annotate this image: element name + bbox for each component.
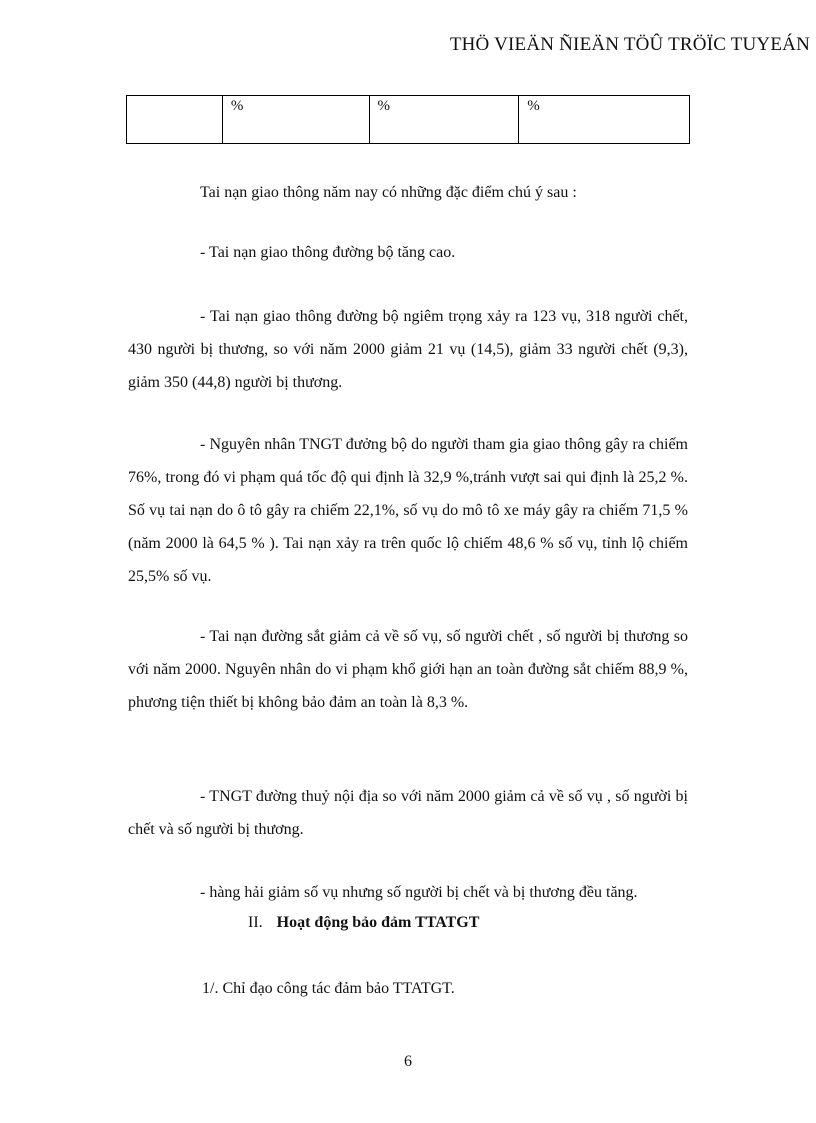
page-number: 6 (404, 1053, 412, 1070)
table-cell (127, 96, 223, 144)
page-header: THÖ VIEÄN ÑIEÄN TÖÛ TRÖÏC TUYEÁN (449, 34, 810, 55)
subsection-heading: 1/. Chỉ đạo công tác đảm bảo TTATGT. (202, 980, 455, 997)
paragraph: - Tai nạn giao thông đường bộ tăng cao. (200, 244, 456, 261)
paragraph: - Tai nạn giao thông đường bộ ngiêm trọng xảy ra 123 vụ, 318 người chết, 430 người bị thương, so với năm 2000 giảm 21 vụ (14,5), giảm 33 người chết (9,3), giảm 350 (44,8) người bị thương. (128, 308, 688, 391)
percent-table (126, 95, 690, 144)
paragraph: Tai nạn giao thông năm nay có những đặc điểm chú ý sau : (200, 184, 577, 201)
table-cell: % (369, 96, 519, 144)
section-title: Hoạt động bảo đảm TTATGT (276, 914, 480, 931)
table-cell: % (519, 96, 690, 144)
paragraph: - TNGT đường thuỷ nội địa so với năm 2000 giảm cả về số vụ , số người bị chết và số người bị thương. (128, 788, 688, 838)
paragraph: - Tai nạn đường sắt giảm cả về số vụ, số người chết , số người bị thương so với năm 2000. Nguyên nhân do vi phạm khổ giới hạn an toàn đường sắt chiếm 88,9 %, phương tiện thiết bị không bảo đảm an toàn là 8,3 %. (128, 628, 688, 711)
section-number: II. (248, 914, 263, 931)
paragraph: - hàng hải giảm số vụ nhưng số người bị chết và bị thương đều tăng. (200, 884, 638, 901)
section-heading (248, 914, 479, 932)
table-row (127, 96, 690, 144)
paragraph: - Nguyên nhân TNGT đưởng bộ do người tham gia giao thông gây ra chiếm 76%, trong đó vi phạm quá tốc độ qui định là 32,9 %,tránh vượt sai qui định là 25,2 %. Số vụ tai nạn do ô tô gây ra chiếm 22,1%, số vụ do mô tô xe máy gây ra chiếm 71,5 %(năm 2000 là 64,5 % ). Tai nạn xảy ra trên quốc lộ chiếm 48,6 % số vụ, tỉnh lộ chiếm 25,5% số vụ. (128, 436, 688, 585)
table-cell: % (222, 96, 369, 144)
